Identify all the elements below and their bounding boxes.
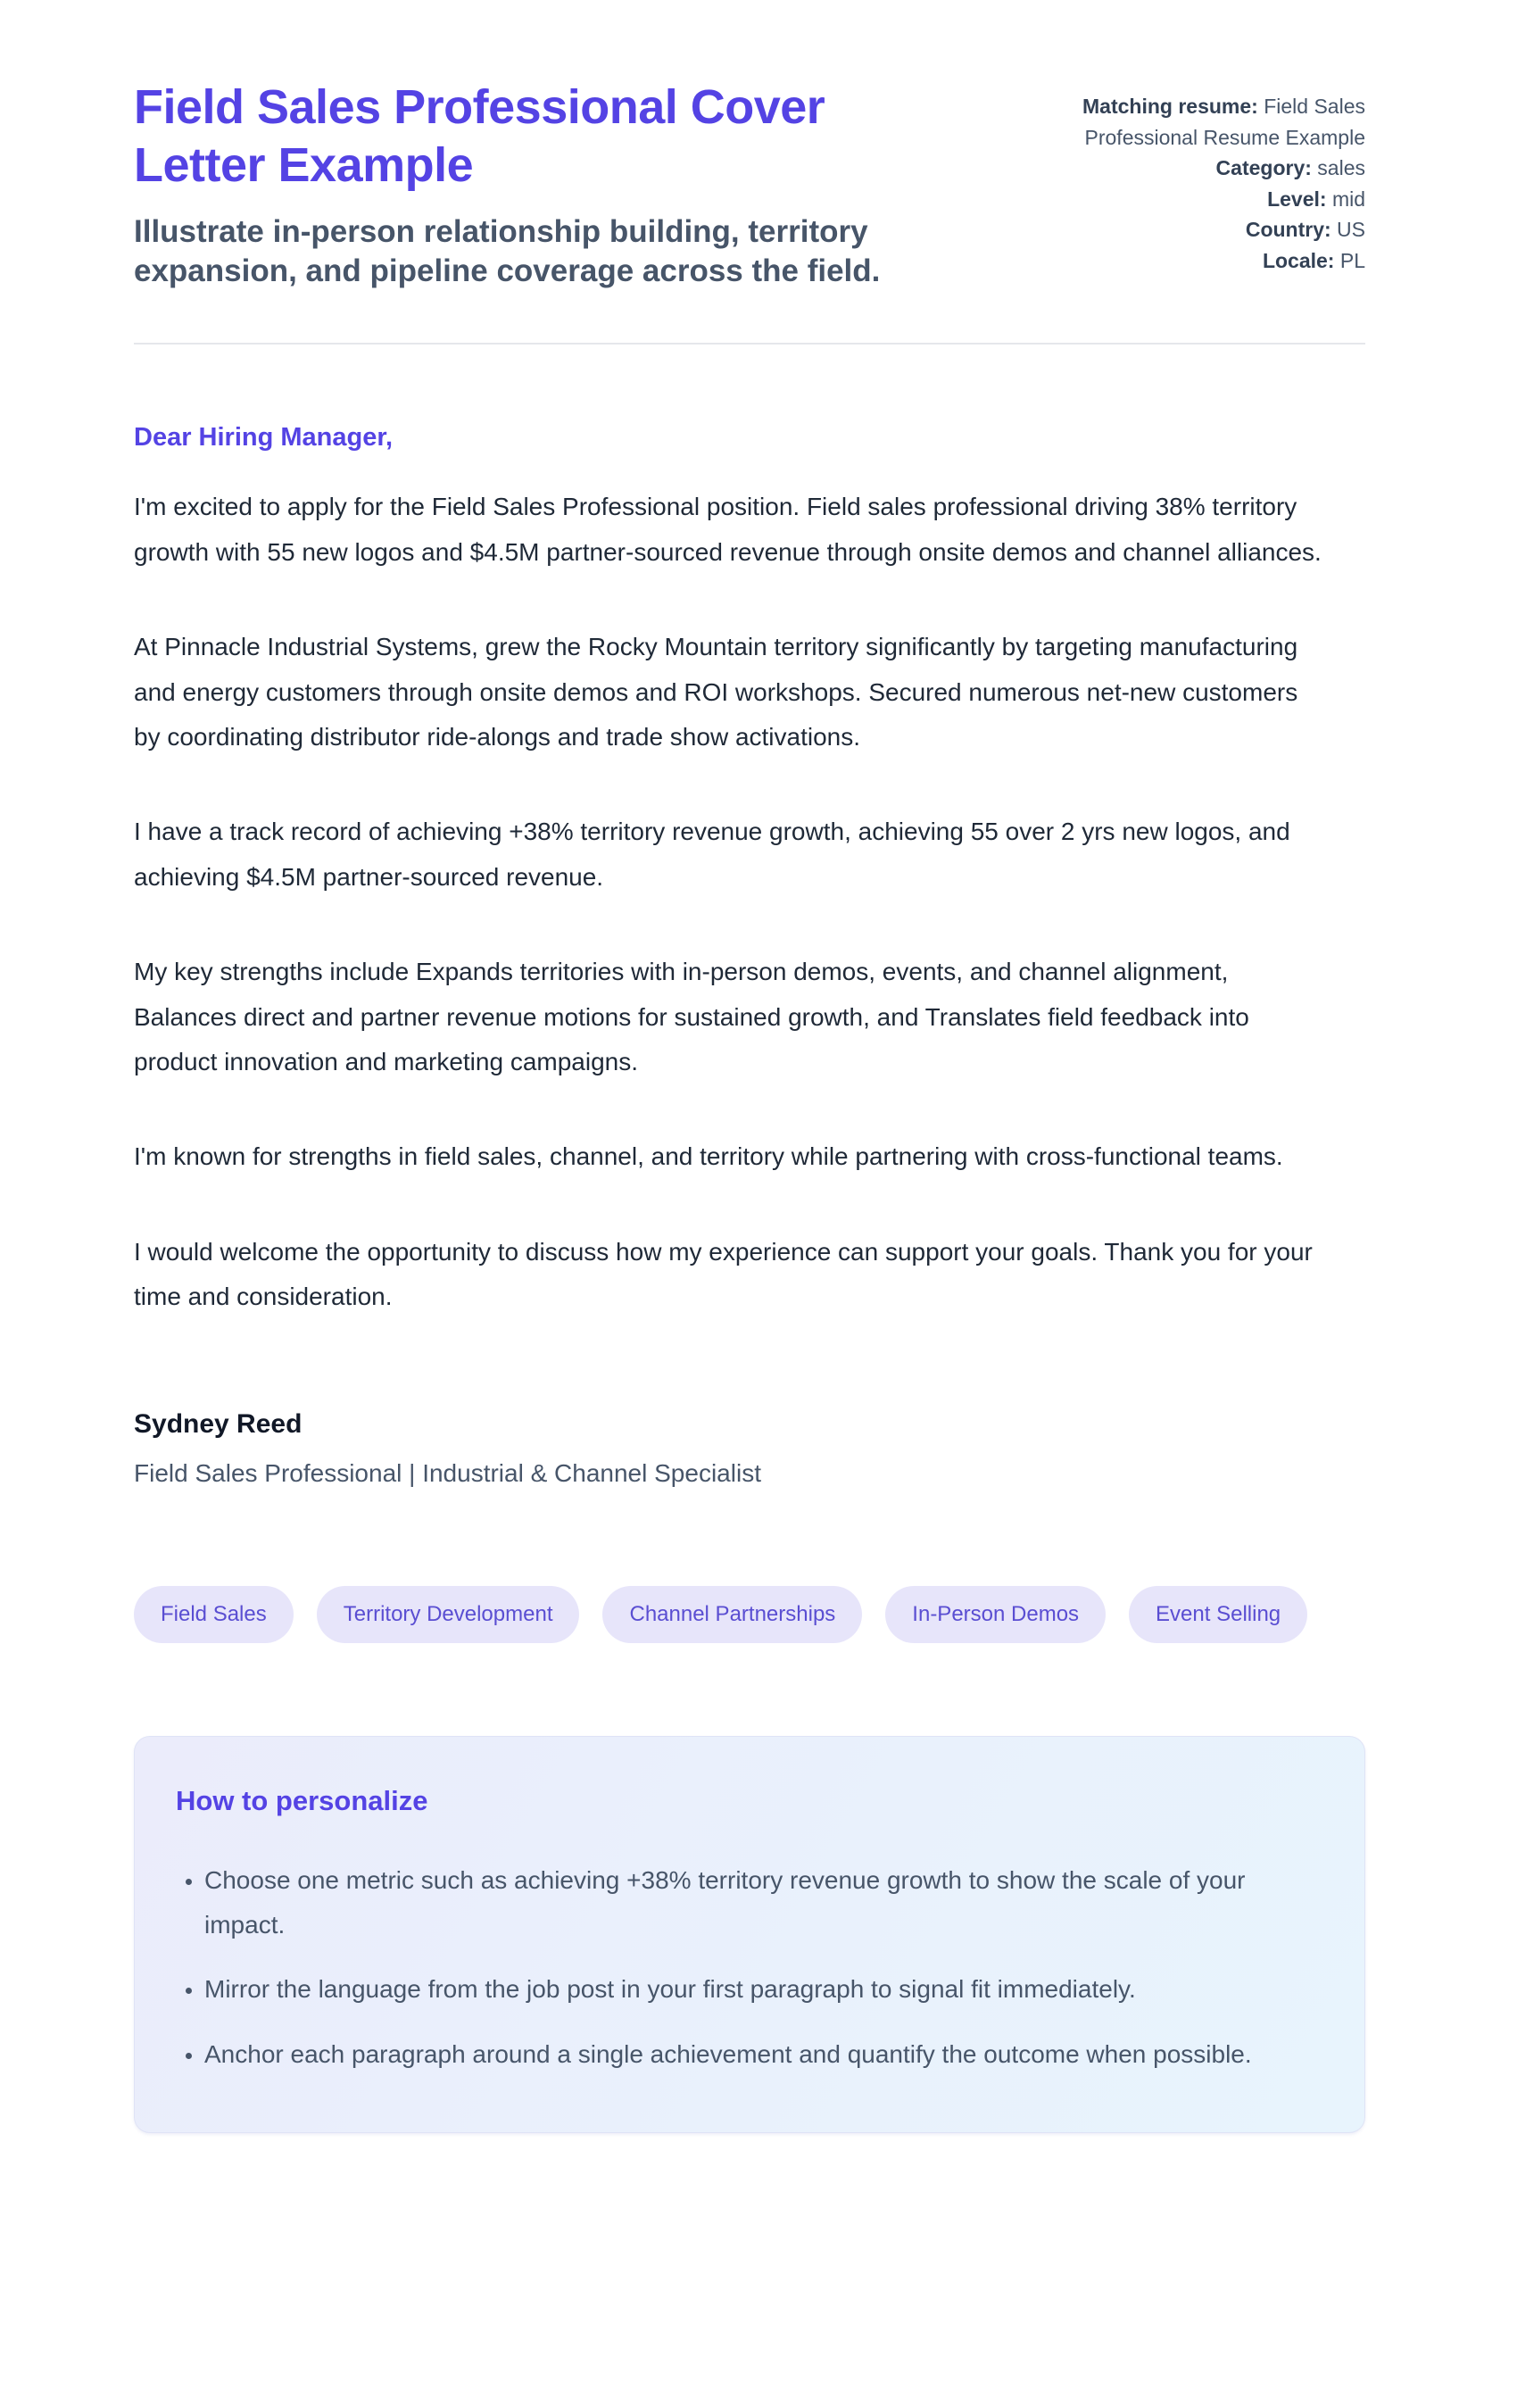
- letter-paragraph: I'm known for strengths in field sales, channel, and territory while partnering with cross-functional teams.: [134, 1142, 1283, 1171]
- header-title-block: [134, 79, 955, 291]
- tag-in-person-demos[interactable]: In-Person Demos: [885, 1586, 1106, 1643]
- signature-name: Sydney Reed: [134, 1408, 303, 1439]
- letter-paragraph: My key strengths include Expands territories with in-person demos, events, and channel alignment, Balances direct and partner revenue motions for sustained growth, and Translates field feedback into product innovation and marketing campaigns.: [134, 958, 1249, 1075]
- meta-label-matching-resume: Matching resume:: [1082, 95, 1264, 118]
- page-title: Field Sales Professional Cover Letter Example: [134, 80, 825, 192]
- letter-paragraph: I would welcome the opportunity to discuss how my experience can support your goals. Thank you for your time and consideration.: [134, 1237, 1313, 1311]
- signature-title: Field Sales Professional | Industrial & Channel Specialist: [134, 1458, 761, 1487]
- letter-body: [134, 423, 1365, 1487]
- tips-list: [176, 1858, 1318, 2078]
- skill-tags: [134, 1586, 1365, 1643]
- meta-value-country: US: [1337, 218, 1365, 241]
- tip-item: • Choose one metric such as achieving +38% territory revenue growth to show the scale of your impact.: [204, 1858, 1318, 1948]
- tag-territory-development[interactable]: Territory Development: [317, 1586, 580, 1643]
- meta-value-category: sales: [1317, 156, 1365, 179]
- meta-value-level: mid: [1331, 187, 1365, 211]
- letter-paragraph: At Pinnacle Industrial Systems, grew the Rocky Mountain territory significantly by targeting manufacturing and energy customers through onsite demos and ROI workshops. Secured numerous net-new customers by coordinating distributor ride-alongs and trade show activations.: [134, 633, 1298, 751]
- page-header: [134, 79, 1365, 291]
- resume-meta-block: [1080, 79, 1365, 276]
- meta-value-matching-resume: Field Sales Professional Resume Example: [1084, 95, 1365, 149]
- letter-greeting: Dear Hiring Manager,: [134, 423, 394, 453]
- tip-item: • Anchor each paragraph around a single achievement and quantify the outcome when possible.: [204, 2032, 1318, 2077]
- meta-label-country: Country:: [1245, 218, 1338, 241]
- tips-heading: How to personalize: [176, 1784, 428, 1816]
- letter-paragraph: I'm excited to apply for the Field Sales Professional position. Field sales professional driving 38% territory growth with 55 new logos and $4.5M partner-sourced revenue through onsite demos and channel alliances.: [134, 493, 1322, 566]
- meta-value-locale: PL: [1339, 248, 1365, 272]
- meta-label-category: Category:: [1215, 156, 1318, 179]
- header-divider: [134, 343, 1365, 345]
- tip-item: • Mirror the language from the job post in your first paragraph to signal fit immediately.: [204, 1967, 1318, 2012]
- tag-field-sales[interactable]: Field Sales: [134, 1586, 294, 1643]
- meta-label-locale: Locale:: [1262, 248, 1340, 272]
- tag-event-selling[interactable]: Event Selling: [1129, 1586, 1307, 1643]
- how-to-personalize-card: [134, 1736, 1365, 2134]
- tag-channel-partnerships[interactable]: Channel Partnerships: [602, 1586, 862, 1643]
- page-subtitle: Illustrate in-person relationship building, territory expansion, and pipeline coverage across the field.: [134, 213, 881, 289]
- letter-paragraph: I have a track record of achieving +38% territory revenue growth, achieving 55 over 2 yrs new logos, and achieving $4.5M partner-sourced revenue.: [134, 818, 1290, 891]
- meta-label-level: Level:: [1267, 187, 1332, 211]
